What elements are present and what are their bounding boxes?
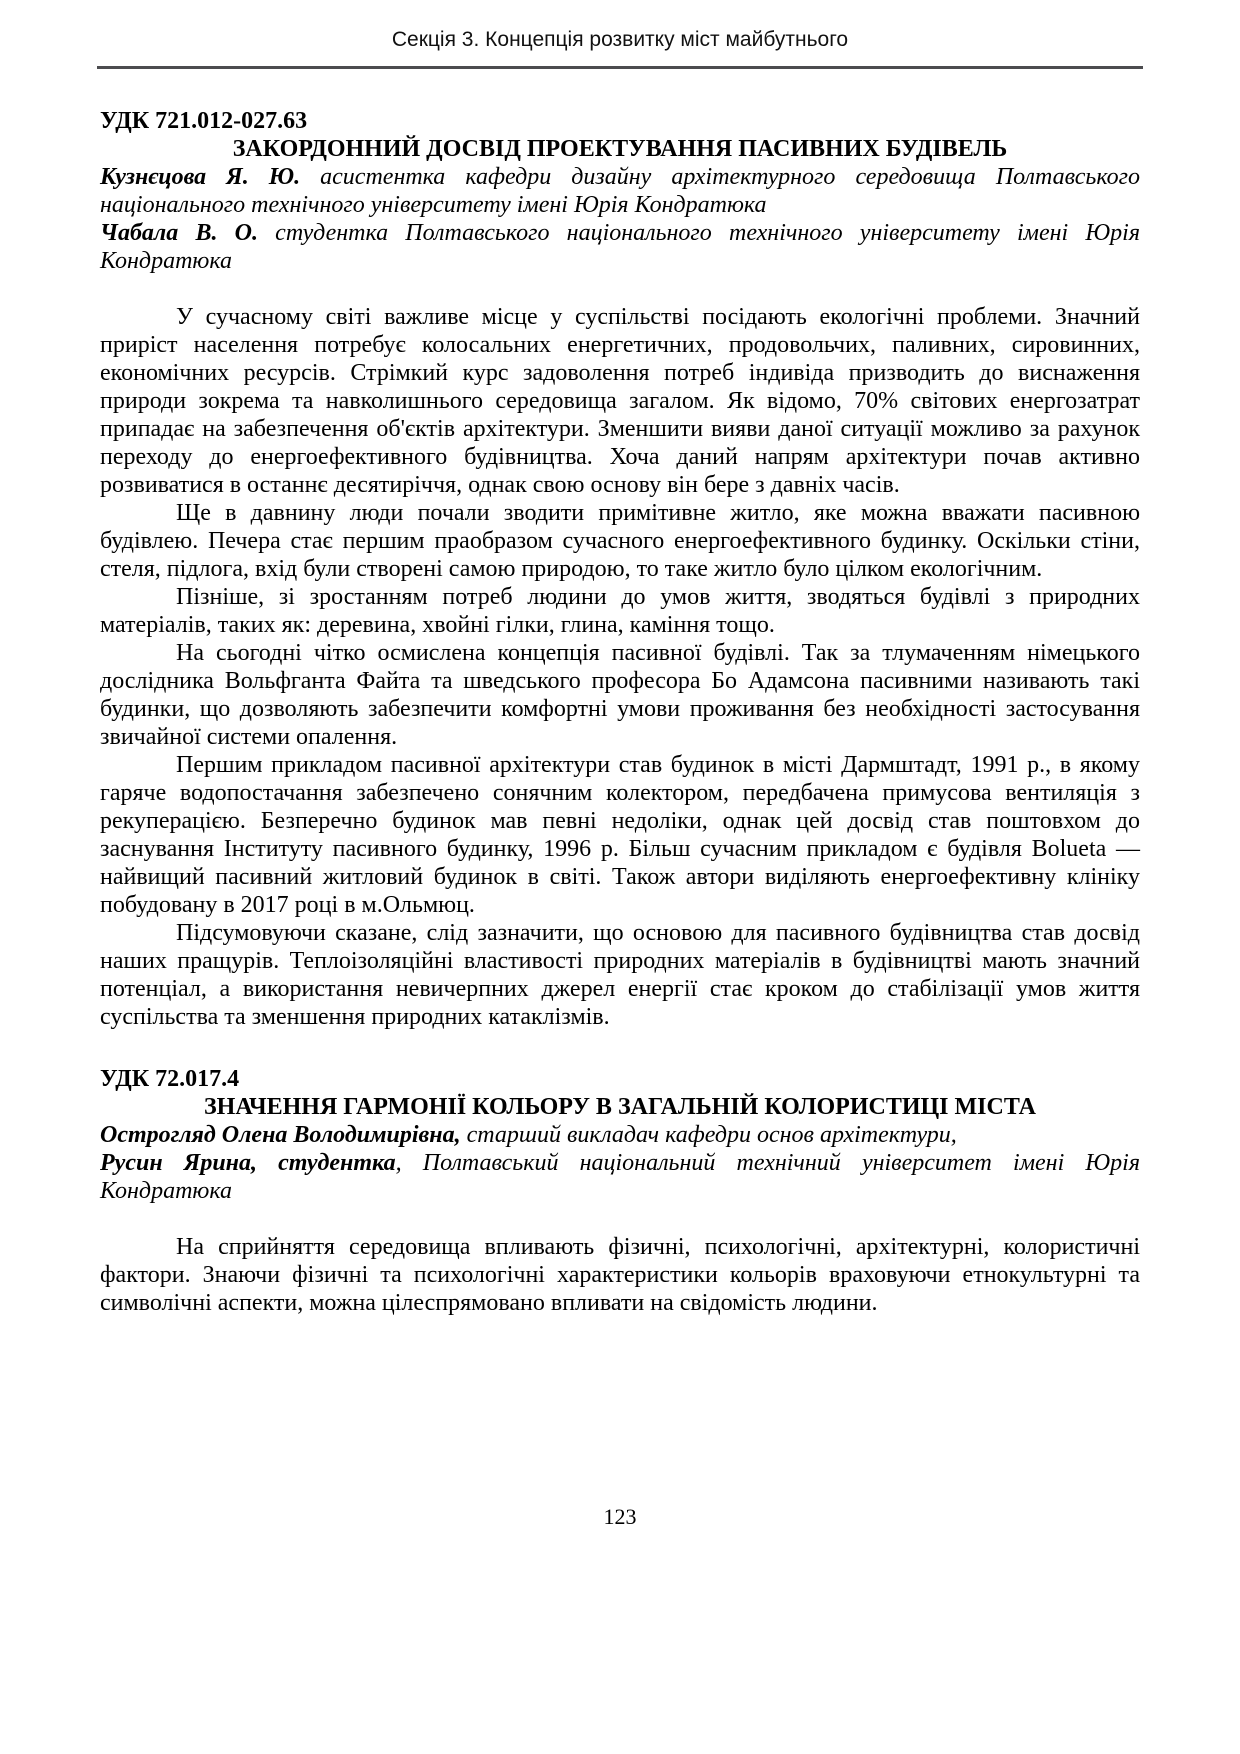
udk-code: УДК 721.012-027.63 (100, 108, 308, 134)
body-paragraph: Першим прикладом пасивної архітектури став будинок в місті Дармштадт, 1991 р., в якому гаряче водопостачання забезпечено сонячним колектором, передбачена примусова вентиляція з рекуперацією. Безперечно будинок мав певні недоліки, однак цей досвід став поштовхом до заснування Інституту пасивного будинку, 1996 р. Більш сучасним прикладом є будівля Bolueta — найвищий пасивний житловий будинок в світі. Також автори виділяють енергоефективну клініку побудовану в 2017 році в м.Ольмюц. (100, 752, 1140, 918)
author-name: Чабала В. О. (100, 220, 258, 246)
section-title: Секція 3. Концепція розвитку міст майбутнього (391, 28, 849, 51)
body-paragraph: На сприйняття середовища впливають фізичні, психологічні, архітектурні, колористичні фактори. Знаючи фізичні та психологічні характеристики кольорів враховуючи етнокультурні та символічні аспекти, можна цілеспрямовано впливати на свідомість людини. (100, 1234, 1140, 1316)
author-affiliation: студентка Полтавського національного технічного університету імені Юрія Кондратюка (100, 220, 1140, 274)
author-line (100, 219, 1140, 275)
article-title: ЗНАЧЕННЯ ГАРМОНІЇ КОЛЬОРУ В ЗАГАЛЬНІЙ КОЛОРИСТИЦІ МІСТА (203, 1094, 1036, 1120)
page-number: 123 (603, 1504, 637, 1529)
author-affiliation: , Полтавський національний технічний університет імені Юрія Кондратюка (100, 1150, 1140, 1204)
article-title: ЗАКОРДОННИЙ ДОСВІД ПРОЕКТУВАННЯ ПАСИВНИХ БУДІВЕЛЬ (232, 136, 1008, 162)
header-divider (97, 66, 1143, 69)
article-passive-buildings (100, 107, 1140, 1031)
author-line (100, 1149, 1140, 1205)
article-color-harmony (100, 1065, 1140, 1317)
body-paragraph: Пізніше, зі зростанням потреб людини до умов життя, зводяться будівлі з природних матеріалів, таких як: деревина, хвойні гілки, глина, каміння тощо. (100, 584, 1140, 638)
article-body (100, 1233, 1140, 1317)
author-affiliation: старший викладач кафедри основ архітектури, (460, 1122, 957, 1148)
author-name: Русин Ярина, студентка (100, 1150, 396, 1176)
udk-code: УДК 72.017.4 (100, 1066, 240, 1092)
author-line (100, 163, 1140, 219)
author-name: Острогляд Олена Володимирівна, (100, 1122, 461, 1148)
body-paragraph: У сучасному світі важливе місце у суспільстві посідають екологічні проблеми. Значний приріст населення потребує колосальних енергетичних, продовольчих, паливних, сировинних, економічних ресурсів. Стрімкий курс задоволення потреб індивіда призводить до виснаження природи зокрема та навколишнього середовища загалом. Як відомо, 70% світових енергозатрат припадає на забезпечення об'єктів архітектури. Зменшити вияви даної ситуації можливо за рахунок переходу до енергоефективного будівництва. Хоча даний напрям архітектури почав активно розвиватися в останнє десятиріччя, однак свою основу він бере з давніх часів. (100, 304, 1140, 498)
body-paragraph: Ще в давнину люди почали зводити примітивне житло, яке можна вважати пасивною будівлею. Печера стає першим праобразом сучасного енергоефективного будинку. Оскільки стіни, стеля, підлога, вхід були створені самою природою, то таке житло було цілком екологічним. (100, 500, 1140, 582)
page-header (0, 0, 1240, 69)
author-name: Кузнєцова Я. Ю. (100, 164, 301, 190)
page-content (0, 107, 1240, 1317)
body-paragraph: На сьогодні чітко осмислена концепція пасивної будівлі. Так за тлумаченням німецького дослідника Вольфганта Файта та шведського професора Бо Адамсона пасивними називають такі будинки, що дозволяють забезпечити комфортні умови проживання без необхідності застосування звичайної системи опалення. (100, 640, 1140, 750)
author-affiliation: асистентка кафедри дизайну архітектурного середовища Полтавського національного технічного університету імені Юрія Кондратюка (100, 164, 1140, 218)
author-line (100, 1121, 1140, 1149)
article-body (100, 303, 1140, 1031)
body-paragraph: Підсумовуючи сказане, слід зазначити, що основою для пасивного будівництва став досвід наших пращурів. Теплоізоляційні властивості природних матеріалів в будівництві мають значний потенціал, а використання невичерпних джерел енергії стає кроком до стабілізації умов життя суспільства та зменшення природних катаклізмів. (100, 920, 1140, 1030)
